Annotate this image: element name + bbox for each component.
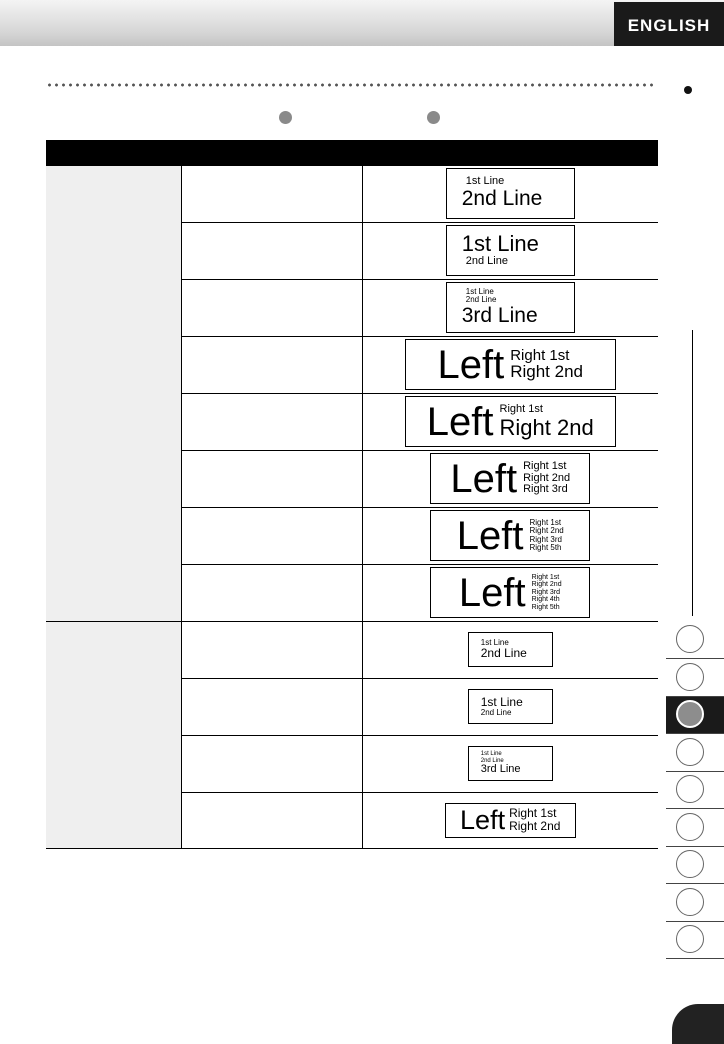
column-header (46, 140, 181, 166)
dotted-divider (46, 82, 656, 88)
column-header (181, 140, 362, 166)
chapter-tab[interactable] (666, 660, 724, 697)
label-left-text: Left (456, 513, 524, 558)
table-header-row (46, 140, 658, 166)
chapter-tab-active[interactable] (666, 697, 724, 734)
chapter-circle-icon (676, 850, 704, 878)
label-line: 2nd Line (480, 757, 504, 764)
description-cell (181, 222, 362, 279)
label-line: 2nd Line (461, 187, 543, 211)
description-cell (181, 507, 362, 564)
description-cell (181, 564, 362, 621)
label-left-text: Left (437, 342, 505, 387)
label-right-line: Right 1st (509, 806, 557, 821)
description-cell (181, 735, 362, 792)
label-left-text: Left (458, 570, 526, 615)
label-right-line: Right 1st (499, 403, 543, 416)
chapter-tab[interactable] (666, 735, 724, 772)
description-cell (181, 279, 362, 336)
label-right-block (523, 461, 570, 496)
label-left-text: Left (450, 456, 518, 501)
label-preview (446, 225, 575, 276)
label-right-line: Right 3rd (529, 534, 562, 544)
chapter-tab[interactable] (666, 772, 724, 809)
table-row (46, 621, 658, 678)
label-line: 2nd Line (465, 255, 508, 268)
grey-circle-icon (427, 111, 440, 124)
label-right-block (500, 404, 594, 439)
label-right-line: Right 3rd (523, 483, 568, 496)
label-preview (468, 632, 553, 667)
label-right-line: Right 4th (531, 596, 560, 604)
label-preview (468, 746, 553, 781)
label-right-block (510, 348, 583, 382)
label-right-line: Right 1st (531, 574, 560, 582)
header-bar (0, 0, 724, 46)
category-cell (46, 621, 181, 848)
description-cell (181, 621, 362, 678)
chapter-tab[interactable] (666, 622, 724, 659)
label-line: 1st Line (480, 694, 523, 709)
label-right-line: Right 1st (510, 346, 570, 364)
label-preview (430, 510, 590, 561)
label-preview (446, 168, 575, 219)
label-preview (430, 453, 590, 504)
description-cell (181, 393, 362, 450)
label-preview (446, 282, 575, 333)
label-layout-table (46, 140, 658, 849)
label-right-block (509, 807, 560, 832)
label-preview (445, 803, 576, 838)
language-tab: ENGLISH (614, 2, 724, 46)
chapter-circle-icon (676, 625, 704, 653)
label-line: 1st Line (465, 175, 505, 188)
description-cell (181, 450, 362, 507)
description-cell (181, 678, 362, 735)
page-number-tab (672, 1004, 724, 1044)
label-preview (405, 396, 616, 447)
label-right-line: Right 2nd (509, 819, 561, 833)
chapter-tab[interactable] (666, 810, 724, 847)
chapter-circle-icon (676, 888, 704, 916)
label-line: 1st Line (480, 637, 509, 647)
chapter-tab[interactable] (666, 847, 724, 884)
label-right-line: Right 1st (529, 517, 562, 527)
label-right-line: Right 2nd (529, 526, 564, 536)
label-line: 2nd Line (465, 295, 497, 305)
grey-circle-icon (279, 111, 292, 124)
label-right-line: Right 5th (531, 603, 560, 611)
sidebar-divider (692, 330, 693, 616)
chapter-tab[interactable] (666, 885, 724, 922)
label-right-line: Right 3rd (531, 588, 561, 596)
chapter-tab[interactable] (666, 922, 724, 959)
label-preview (405, 339, 616, 390)
description-cell (181, 166, 362, 222)
label-right-line: Right 5th (529, 542, 562, 552)
label-right-line: Right 2nd (531, 581, 562, 589)
chapter-circle-icon (676, 663, 704, 691)
table-row (46, 166, 658, 222)
column-header (362, 140, 658, 166)
chapter-circle-icon (676, 925, 704, 953)
chapter-circle-icon (676, 700, 704, 728)
label-line: 2nd Line (480, 646, 527, 661)
label-line: 1st Line (480, 751, 502, 758)
label-left-text: Left (460, 804, 506, 835)
label-line: 2nd Line (480, 707, 512, 717)
label-right-line: Right 1st (523, 460, 567, 473)
description-cell (181, 336, 362, 393)
label-line: 3rd Line (461, 303, 538, 327)
label-line: 1st Line (465, 286, 494, 296)
label-left-text: Left (426, 399, 494, 444)
label-line: 3rd Line (480, 763, 521, 776)
label-line: 1st Line (461, 230, 539, 256)
label-right-line: Right 2nd (523, 471, 571, 484)
label-preview (468, 689, 553, 724)
category-cell (46, 166, 181, 621)
label-right-line: Right 2nd (499, 414, 594, 440)
chapter-circle-icon (676, 738, 704, 766)
label-right-block (532, 574, 562, 611)
chapter-circle-icon (676, 813, 704, 841)
bullet-icon (684, 86, 692, 94)
label-preview (430, 567, 590, 618)
label-right-block (529, 519, 563, 553)
chapter-circle-icon (676, 775, 704, 803)
description-cell (181, 792, 362, 848)
label-right-line: Right 2nd (510, 362, 583, 382)
